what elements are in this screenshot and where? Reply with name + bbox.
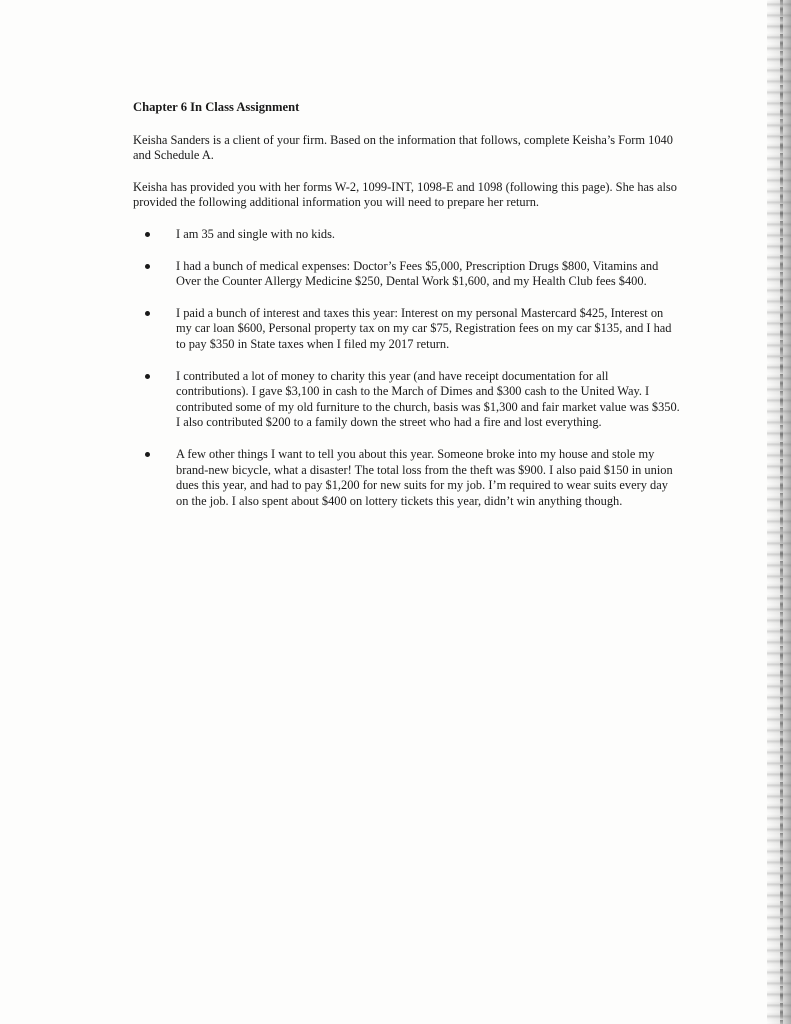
list-item-other-items — [133, 447, 681, 509]
list-item-text: I paid a bunch of interest and taxes this year: Interest on my personal Mastercard $425, Interest on my car loan $600, Personal property tax on my car $75, Registration fees on my car $135, and I had to pay $350 in State taxes when I filed my 2017 return. — [176, 305, 672, 351]
intro-paragraph-forms: Keisha has provided you with her forms W-2, 1099-INT, 1098-E and 1098 (following this page). She has also provided the following additional information you will need to prepare her return. — [133, 179, 677, 210]
scan-edge-shadow — [767, 0, 791, 1024]
bullet-icon — [145, 232, 150, 237]
bullet-icon — [145, 264, 150, 269]
list-item-text: I am 35 and single with no kids. — [176, 226, 335, 241]
client-info-list — [133, 227, 681, 509]
scan-edge-streak — [780, 0, 783, 1024]
bullet-icon — [145, 311, 150, 316]
bullet-icon — [145, 374, 150, 379]
list-item-charity — [133, 369, 681, 431]
intro-paragraph-client: Keisha Sanders is a client of your firm. Based on the information that follows, complete Keisha’s Form 1040 and Schedule A. — [133, 132, 673, 163]
list-item-interest-taxes — [133, 306, 681, 353]
list-item-text: I had a bunch of medical expenses: Doctor’s Fees $5,000, Prescription Drugs $800, Vitamins and Over the Counter Allergy Medicine $250, Dental Work $1,600, and my Health Club fees $400. — [176, 258, 659, 289]
list-item-text: A few other things I want to tell you about this year. Someone broke into my house and stole my brand-new bicycle, what a disaster! The total loss from the theft was $900. I also paid $150 in union dues this year, and had to pay $1,200 for new suits for my job. I’m required to wear suits every day on the job. I also spent about $400 on lottery tickets this year, didn’t win anything though. — [176, 446, 673, 508]
assignment-content — [133, 100, 681, 525]
list-item-text: I contributed a lot of money to charity this year (and have receipt documentation for all contributions). I gave $3,100 in cash to the March of Dimes and $300 cash to the United Way. I contributed some of my old furniture to the church, basis was $1,300 and fair market value was $350. I also contributed $200 to a family down the street who had a fire and lost everything. — [176, 368, 680, 430]
list-item-medical-expenses — [133, 259, 681, 290]
list-item-age-status — [133, 227, 681, 243]
bullet-icon — [145, 452, 150, 457]
assignment-title: Chapter 6 In Class Assignment — [133, 100, 300, 114]
